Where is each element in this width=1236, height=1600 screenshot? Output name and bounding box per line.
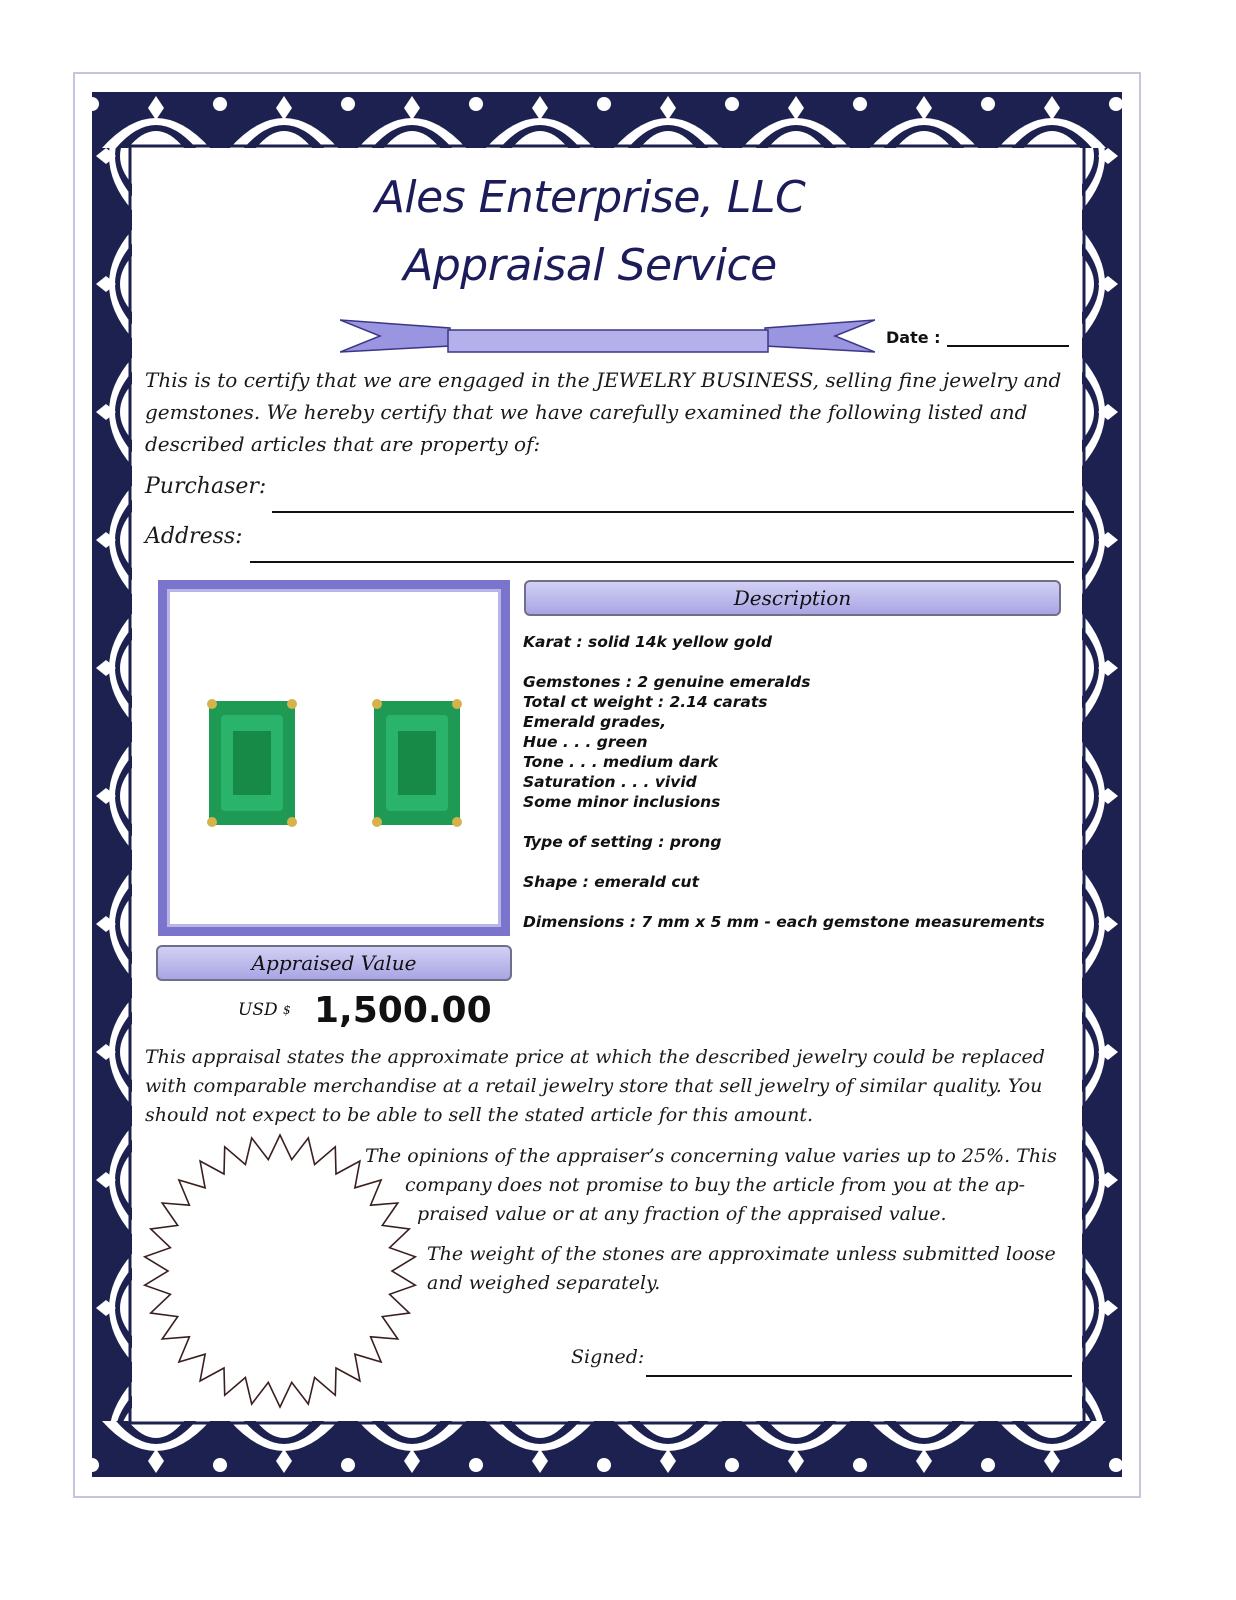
emerald-earrings-image — [171, 593, 497, 923]
grades-item: Emerald grades, — [523, 713, 667, 731]
currency-label — [238, 1000, 291, 1020]
left-emerald — [207, 699, 297, 827]
opinions-line-3: praised value or at any fraction of the appraised value. — [417, 1203, 947, 1225]
currency-code: USD — [238, 1000, 278, 1020]
ribbon-banner — [340, 318, 875, 356]
jewelry-photo-frame — [158, 580, 510, 936]
gemstones-item: Gemstones : 2 genuine emeralds — [523, 673, 811, 691]
appraised-value-heading: Appraised Value — [156, 945, 512, 981]
dimensions-item: Dimensions : 7 mm x 5 mm - each gemstone measurements — [523, 913, 1045, 931]
hue-item: Hue . . . green — [523, 733, 648, 751]
signature-line[interactable] — [646, 1375, 1072, 1377]
description-list — [523, 632, 1093, 932]
weight-disclaimer: The weight of the stones are approximate unless submitted loose and weighed separately. — [427, 1243, 1056, 1294]
opinions-disclaimer — [365, 1142, 1065, 1229]
address-line[interactable] — [250, 561, 1074, 563]
purchaser-label: Purchaser: — [145, 474, 267, 499]
purchaser-line[interactable] — [272, 511, 1074, 513]
date-line — [947, 329, 1069, 347]
date-label: Date : — [886, 328, 941, 347]
appraised-amount: 1,500.00 — [314, 990, 492, 1031]
shape-item: Shape : emerald cut — [523, 873, 699, 891]
right-emerald — [372, 699, 462, 827]
currency-symbol: $ — [283, 1003, 291, 1017]
description-heading: Description — [524, 580, 1061, 616]
date-field[interactable] — [886, 328, 1069, 347]
saturation-item: Saturation . . . vivid — [523, 773, 697, 791]
signed-label: Signed: — [571, 1346, 645, 1368]
opinions-line-2: company does not promise to buy the article from you at the ap- — [405, 1174, 1026, 1196]
company-name: Ales Enterprise, LLC — [374, 172, 806, 223]
address-label: Address: — [145, 524, 243, 549]
total-weight-item: Total ct weight : 2.14 carats — [523, 693, 768, 711]
setting-item: Type of setting : prong — [523, 833, 722, 851]
inclusions-item: Some minor inclusions — [523, 793, 721, 811]
opinions-line-1: The opinions of the appraiser’s concerning value varies up to 25%. This — [365, 1145, 1057, 1167]
certification-text: This is to certify that we are engaged in the JEWELRY BUSINESS, selling fine jewelry and gemstones. We hereby certify that we have carefully examined the following listed and described articles that are property of: — [145, 368, 1062, 456]
service-title: Appraisal Service — [403, 240, 777, 291]
tone-item: Tone . . . medium dark — [523, 753, 719, 771]
replacement-disclaimer: This appraisal states the approximate price at which the described jewelry could be replaced with comparable merchandise at a retail jewelry store that sell jewelry of similar quality. You should not expect to be able to sell the stated article for this amount. — [145, 1046, 1045, 1126]
karat-item: Karat : solid 14k yellow gold — [523, 633, 772, 651]
